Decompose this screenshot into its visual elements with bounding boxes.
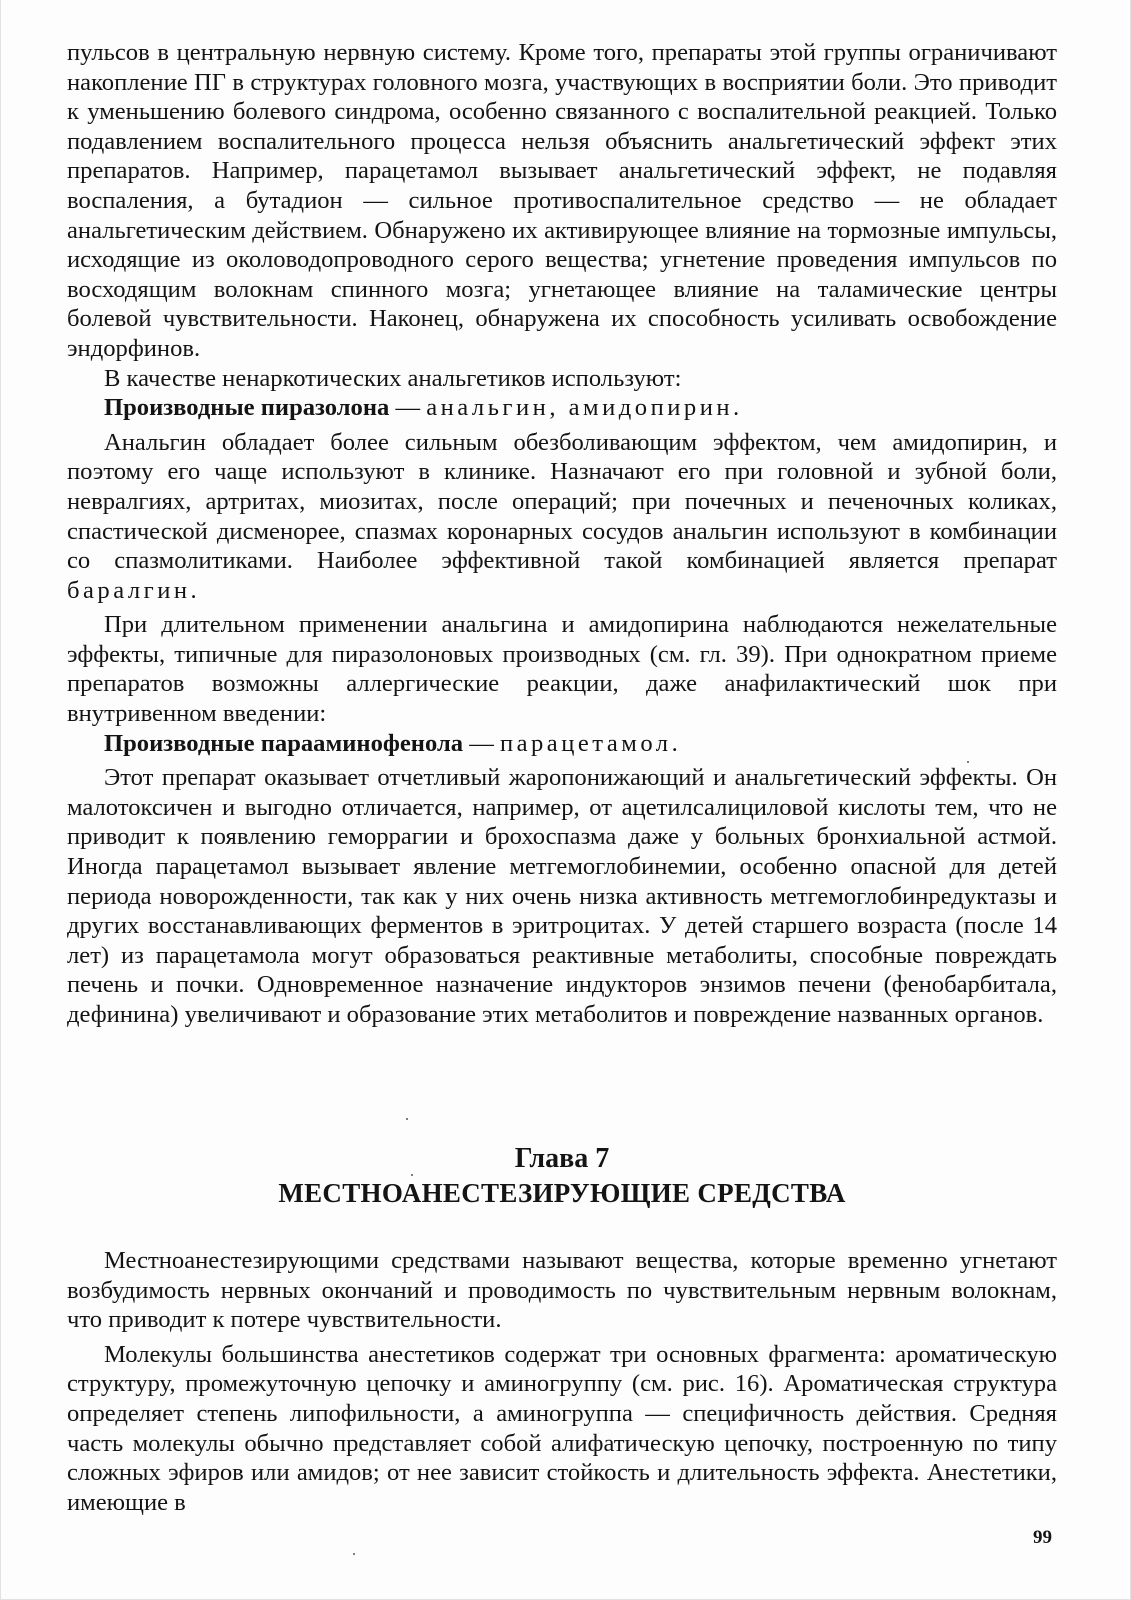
analgin-text: Анальгин обладает более сильным обезболивающим эффектом, чем амидопирин, и поэтому его чаще используют в клинике. Назначают его при головной и зубной боли, невралгиях, артритах, миозитах, после операций; при почечных и печеночных коликах, спастической дисменорее, спазмах коронарных сосудов анальгин используют в комбинации со спазмолитиками. Наиболее эффективной такой комбинацией является препарат xyxy=(67,428,1057,575)
top-text-block xyxy=(67,38,1057,1030)
paragraph-molecules: Молекулы большинства анестетиков содержат три основных фрагмента: ароматическую структуру, промежуточную цепочку и аминогруппу (см. рис. 16). Ароматическая структура определяет степень липофильности, а аминогруппа — специфичность действия. Средняя часть молекулы обычно представляет собой алифатическую цепочку, построенную по типу сложных эфиров или амидов; от нее зависит стойкость и длительность эффекта. Анестетики, имеющие в xyxy=(67,1340,1057,1516)
paraaminophenol-dash: — xyxy=(463,729,500,757)
scan-speck xyxy=(406,1118,408,1120)
baralgin-term: баралгин xyxy=(67,576,191,604)
paragraph-paracetamol: Этот препарат оказывает отчетливый жаропонижающий и анальгетический эффекты. Он малотоксичен и выгодно отличается, например, от ацетилсалициловой кислоты тем, что не приводит к появлению геморрагии и брохоспазма даже у больных бронхиальной астмой. Иногда парацетамол вызывает явление метгемоглобинемии, особенно опасной для детей периода новорожденности, так как у них очень низка активность метгемоглобинредуктазы и других восстанавливающих ферментов в эритроцитах. У детей старшего возраста (после 14 лет) из парацетамола могут образоваться реактивные метаболиты, способные повреждать печень и почки. Одновременное назначение индукторов энзимов печени (фенобарбитала, дефинина) увеличивают и образование этих метаболитов и повреждение названных органов. xyxy=(67,764,1057,1028)
pyrazolone-drugs: анальгин, амидопирин. xyxy=(426,394,743,422)
scan-speck xyxy=(353,1553,355,1555)
pyrazolone-dash: — xyxy=(389,394,427,422)
paragraph-paraaminophenol xyxy=(67,729,1057,759)
paraaminophenol-heading: Производные парааминофенола xyxy=(104,729,464,757)
page-number: 99 xyxy=(1033,1527,1052,1548)
pyrazolone-heading: Производные пиразолона xyxy=(104,394,390,422)
paragraph-analgin xyxy=(67,428,1057,606)
paragraph-definition: Местноанестезирующими средствами называют вещества, которые временно угнетают возбудимость нервных окончаний и проводимость по чувствительным нервным волокнам, что приводит к потере чувствительности. xyxy=(67,1247,1057,1334)
bottom-text-block xyxy=(67,1246,1057,1517)
chapter-heading xyxy=(67,1142,1057,1210)
paraaminophenol-drugs: парацетамол. xyxy=(499,729,682,757)
paragraph-side-effects: При длительном применении анальгина и амидопирина наблюдаются нежелательные эффекты, типичные для пиразолоновых производных (см. гл. 39). При однократном приеме препаратов возможны аллергические реакции, даже анафилактический шок при внутривенном введении: xyxy=(67,611,1057,728)
paragraph-intro-list: В качестве ненаркотических анальгетиков используют: xyxy=(104,364,682,392)
paragraph-pyrazolone xyxy=(67,393,1057,423)
scan-speck xyxy=(967,761,969,763)
scan-speck xyxy=(411,1174,413,1176)
chapter-title: МЕСТНОАНЕСТЕЗИРУЮЩИЕ СРЕДСТВА xyxy=(278,1178,846,1208)
paragraph-continuation: пульсов в центральную нервную систему. Кроме того, препараты этой группы ограничивают накопление ПГ в структурах головного мозга, участвующих в восприятии боли. Это приводит к уменьшению болевого синдрома, особенно связанного с воспалительной реакцией. Только подавлением воспалительного процесса нельзя объяснить анальгетический эффект этих препаратов. Например, парацетамол вызывает анальгетический эффект, не подавляя воспаления, а бутадион — сильное противоспалительное средство — не обладает анальгетическим действием. Обнаружено их активирующее влияние на тормозные импульсы, исходящие из околоводопроводного серого вещества; угнетение проведения импульсов по восходящим волокнам спинного мозга; угнетающее влияние на таламические центры болевой чувствительности. Наконец, обнаружена их способность усиливать освобождение эндорфинов. xyxy=(67,39,1057,362)
chapter-number: Глава 7 xyxy=(514,1143,610,1174)
baralgin-end: . xyxy=(190,576,197,604)
